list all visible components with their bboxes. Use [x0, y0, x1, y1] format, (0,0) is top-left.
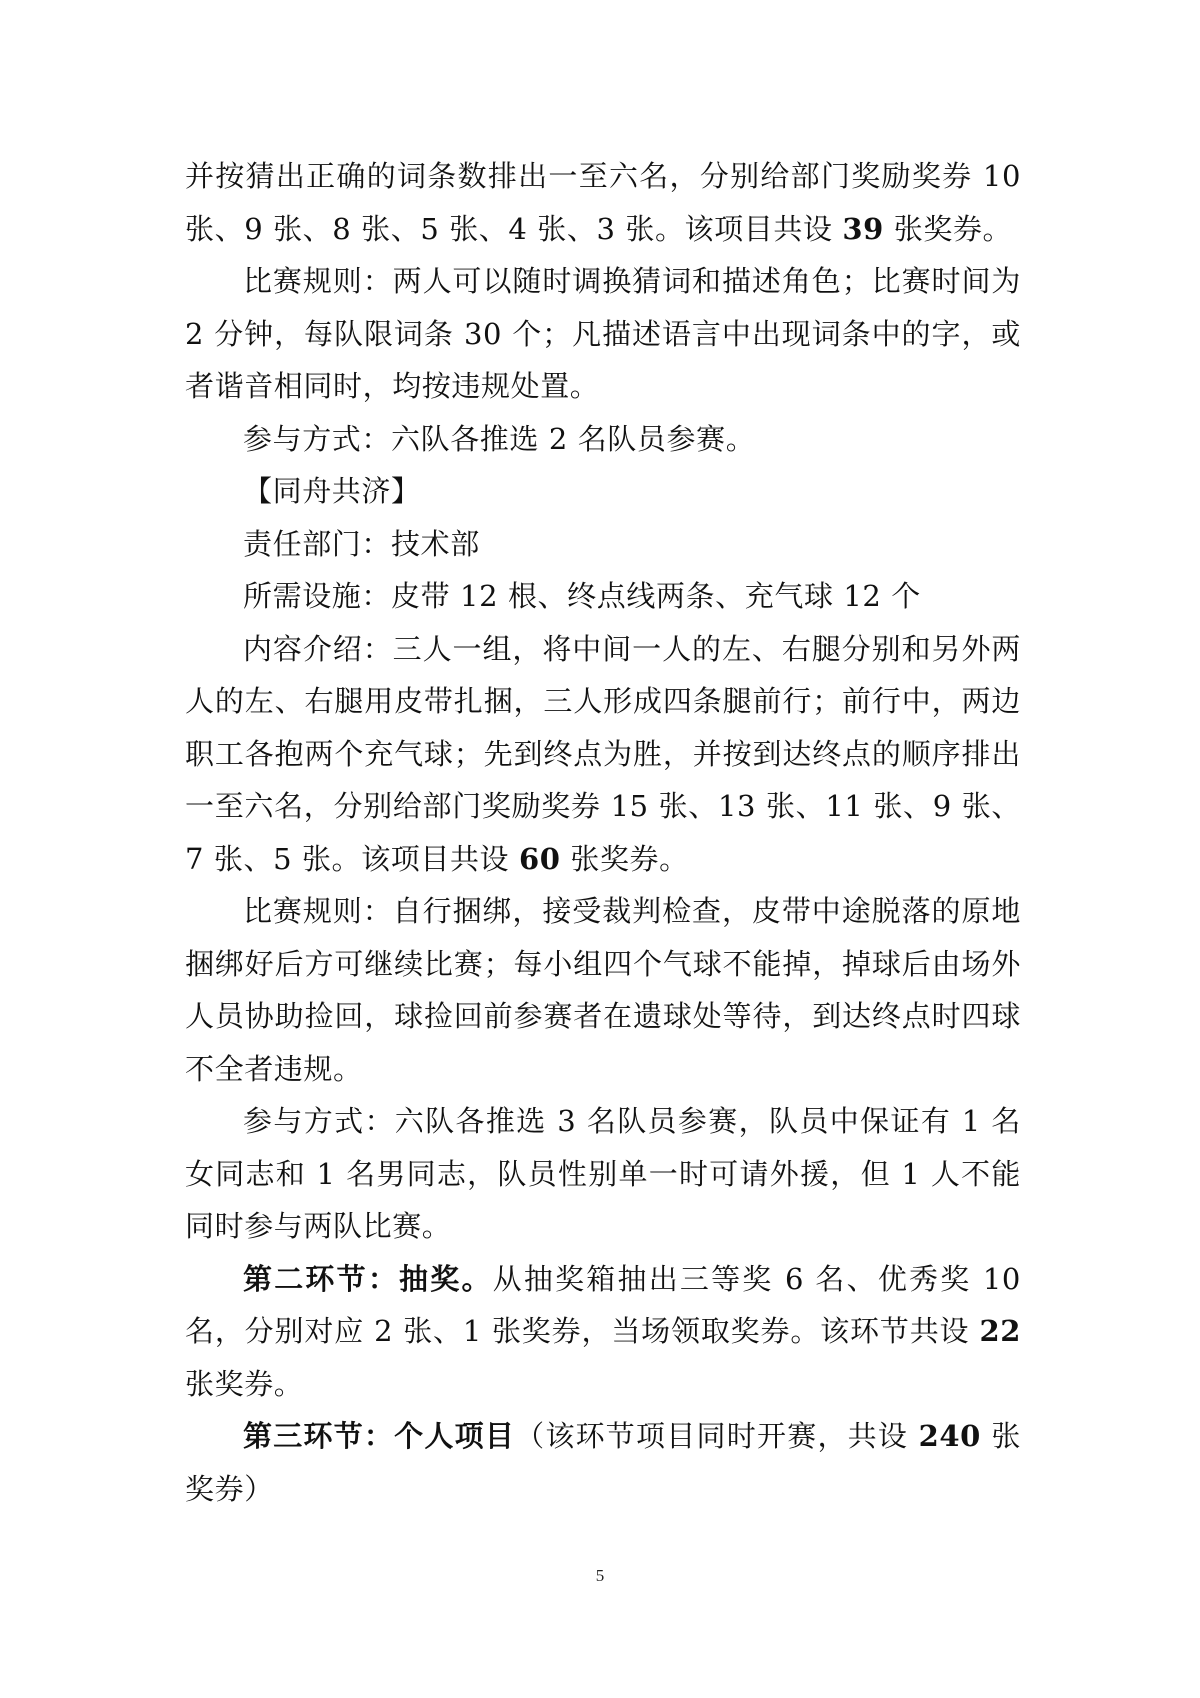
ticket-count: 39	[842, 211, 884, 246]
paragraph-participation-guess: 参与方式：六队各推选 2 名队员参赛。	[243, 421, 756, 456]
page-number: 5	[595, 1566, 605, 1585]
paragraph-stage-two: 第二环节：抽奖。从抽奖箱抽出三等奖 6 名、优秀奖 10 名，分别对应 2 张、1 张奖券，当场领取奖券。该环节共设 22 张奖券。	[185, 1261, 1021, 1401]
body-text	[185, 150, 1021, 1515]
ticket-count: 22	[979, 1314, 1021, 1348]
ticket-count: 240	[918, 1419, 981, 1453]
paragraph-stage-three: 第三环节：个人项目（该环节项目同时开赛，共设 240 张奖券）	[185, 1419, 1022, 1506]
stage-heading: 第二环节：抽奖。	[243, 1261, 493, 1296]
paragraph-content-intro: 内容介绍：三人一组，将中间一人的左、右腿分别和另外两人的左、右腿用皮带扎捆，三人形成四条腿前行；前行中，两边职工各抱两个充气球；先到终点为胜，并按到达终点的顺序排出一至六名，分别给部门奖励奖券 15 张、13 张、11 张、9 张、7 张、5 张。该项目共设 60 张奖券。	[185, 631, 1021, 876]
section-heading-tongzhou: 【同舟共济】	[243, 474, 421, 508]
paragraph-department: 责任部门：技术部	[243, 526, 480, 561]
ticket-count: 60	[518, 841, 561, 876]
paragraph-facilities: 所需设施：皮带 12 根、终点线两条、充气球 12 个	[243, 579, 921, 613]
paragraph-rules-tongzhou: 比赛规则：自行捆绑，接受裁判检查，皮带中途脱落的原地捆绑好后方可继续比赛；每小组四个气球不能掉，掉球后由场外人员协助捡回，球捡回前参赛者在遗球处等待，到达终点时四球不全者违规。	[185, 894, 1021, 1086]
paragraph-ticket-ranking: 并按猜出正确的词条数排出一至六名，分别给部门奖励奖券 10 张、9 张、8 张、5 张、4 张、3 张。该项目共设 39 张奖券。	[185, 159, 1021, 246]
paragraph-rules-guess: 比赛规则：两人可以随时调换猜词和描述角色；比赛时间为 2 分钟，每队限词条 30 个；凡描述语言中出现词条中的字，或者谐音相同时，均按违规处置。	[185, 264, 1021, 403]
stage-heading: 第三环节：个人项目	[243, 1419, 516, 1453]
paragraph-participation-tongzhou: 参与方式：六队各推选 3 名队员参赛，队员中保证有 1 名女同志和 1 名男同志，队员性别单一时可请外援，但 1 人不能同时参与两队比赛。	[185, 1104, 1021, 1243]
